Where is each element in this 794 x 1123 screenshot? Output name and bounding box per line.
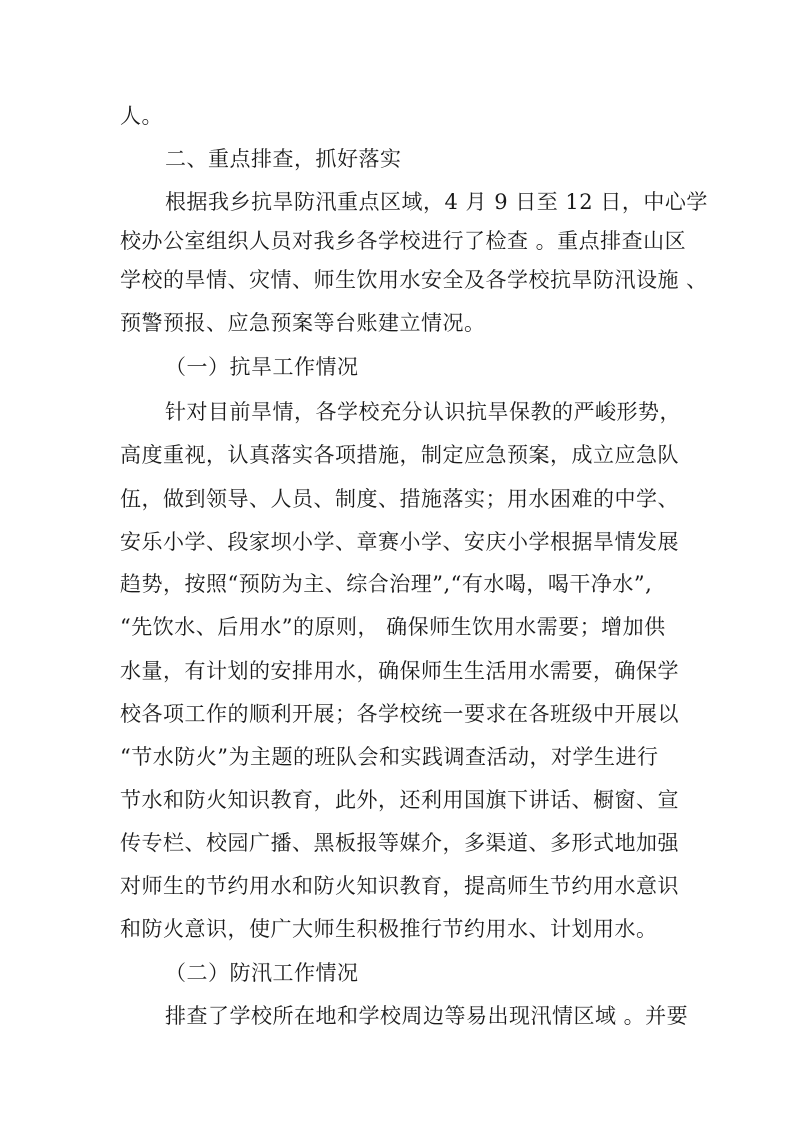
text-line: 排查了学校所在地和学校周边等易出现汛情区域 。并要 bbox=[165, 1004, 689, 1028]
text-line: 校各项工作的顺利开展；各学校统一要求在各班级中开展以 bbox=[120, 702, 679, 726]
text-line: 节水和防火知识教育，此外，还利用国旗下讲话、橱窗、宣 bbox=[120, 788, 679, 812]
text-line: 针对目前旱情，各学校充分认识抗旱保教的严峻形势， bbox=[165, 400, 681, 424]
text-line: 伍，做到领导、人员、制度、措施落实；用水困难的中学、 bbox=[120, 487, 679, 511]
text-line: 对师生的节约用水和防火知识教育，提高师生节约用水意识 bbox=[120, 874, 679, 898]
text-line: “节水防火”为主题的班队会和实践调查活动，对学生进行 bbox=[120, 745, 659, 769]
subsection-heading: （二）防汛工作情况 bbox=[165, 961, 359, 985]
section-heading: 二、重点排查，抓好落实 bbox=[165, 147, 402, 171]
subsection-heading: （一）抗旱工作情况 bbox=[165, 355, 359, 379]
text-line: 学校的旱情、灾情、师生饮用水安全及各学校抗旱防汛设施 、 bbox=[120, 268, 708, 292]
text-line: 预警预报、应急预案等台账建立情况。 bbox=[120, 311, 486, 335]
text-line: 根据我乡抗旱防汛重点区域，4 月 9 日至 12 日，中心学 bbox=[165, 190, 708, 214]
text-line: 和防火意识，使广大师生积极推行节约用水、计划用水。 bbox=[120, 917, 658, 941]
text-line: 传专栏、校园广播、黑板报等媒介，多渠道、多形式地加强 bbox=[120, 831, 679, 855]
text-line: 水量，有计划的安排用水，确保师生生活用水需要，确保学 bbox=[120, 659, 679, 683]
text-line: 校办公室组织人员对我乡各学校进行了检查 。重点排查山区 bbox=[120, 229, 687, 253]
text-line: “先饮水、后用水”的原则， 确保师生饮用水需要；增加供 bbox=[120, 615, 666, 639]
text-line: 安乐小学、段家坝小学、章赛小学、安庆小学根据旱情发展 bbox=[120, 530, 679, 554]
text-line: 趋势，按照“预防为主、综合治理”,“有水喝，喝干净水”, bbox=[120, 572, 653, 596]
text-line: 人。 bbox=[120, 104, 163, 128]
text-line: 高度重视，认真落实各项措施，制定应急预案，成立应急队 bbox=[120, 443, 679, 467]
